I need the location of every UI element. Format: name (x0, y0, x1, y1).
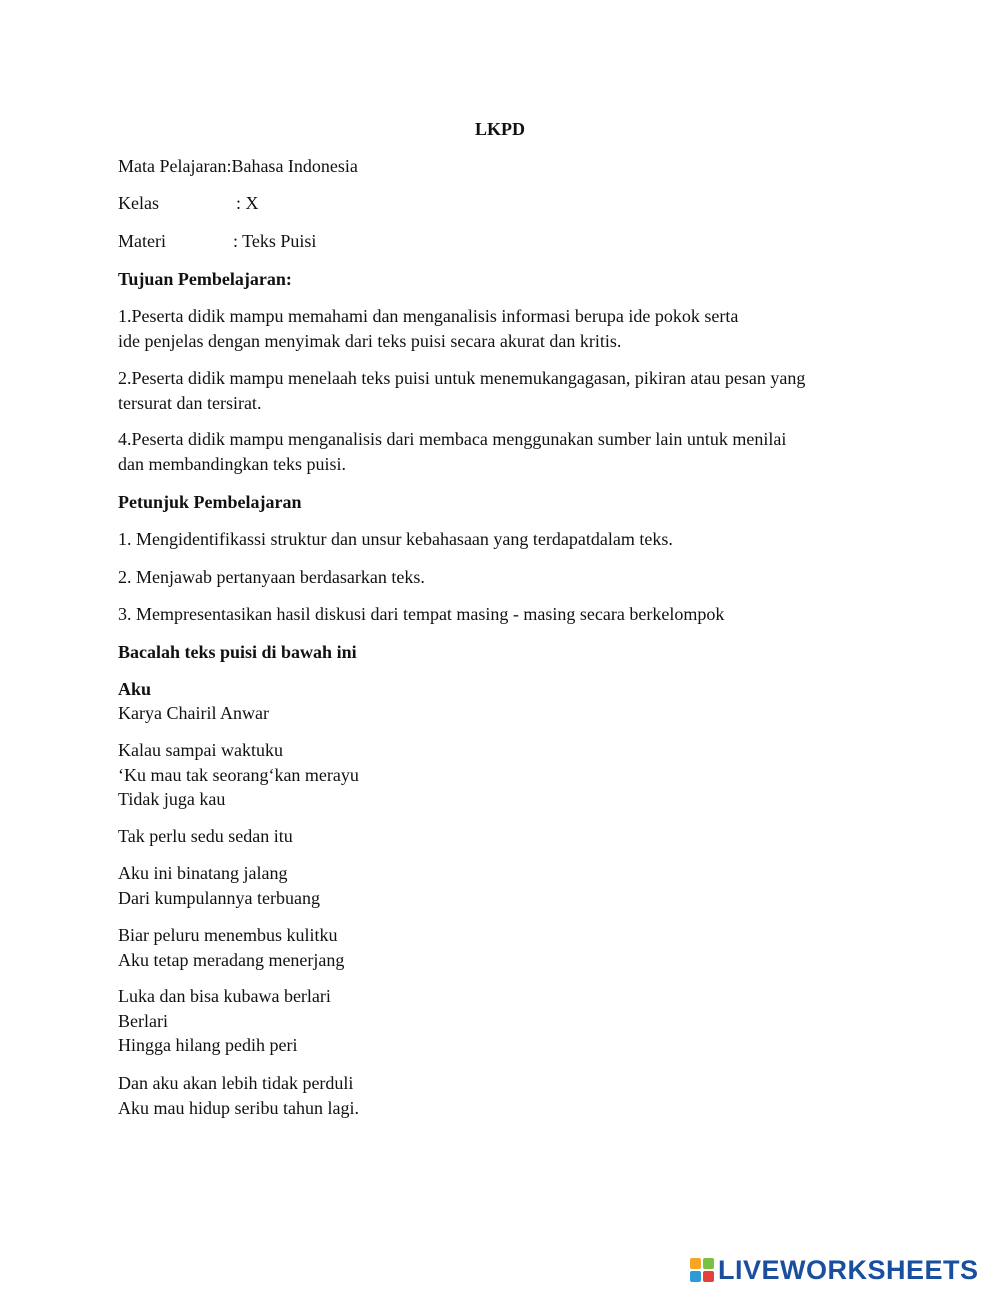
poem-line: Aku ini binatang jalang (118, 863, 288, 883)
instructions-heading: Petunjuk Pembelajaran (118, 492, 302, 512)
poem-line: Tidak juga kau (118, 789, 226, 809)
poem-line: Dan aku akan lebih tidak perduli (118, 1073, 354, 1093)
material-label: Materi (118, 231, 166, 251)
objective-line: 4.Peserta didik mampu menganalisis dari membaca menggunakan sumber lain untuk menilai (118, 429, 787, 449)
objective-line: 1.Peserta didik mampu memahami dan menganalisis informasi berupa ide pokok serta (118, 306, 739, 326)
material-value: : Teks Puisi (233, 231, 317, 251)
poem-line: ‘Ku mau tak seorang‘kan merayu (118, 764, 359, 785)
liveworksheets-logo (690, 1254, 979, 1286)
page-title: LKPD (474, 119, 525, 139)
poem-line: Tak perlu sedu sedan itu (118, 826, 293, 846)
objective-line: ide penjelas dengan menyimak dari teks puisi secara akurat dan kritis. (118, 330, 622, 351)
subject-line: Mata Pelajaran:Bahasa Indonesia (118, 156, 358, 176)
poem-stanza (118, 738, 878, 812)
instruction-item: 3. Mempresentasikan hasil diskusi dari tempat masing - masing secara berkelompok (118, 604, 725, 624)
objective-item (118, 304, 878, 353)
poem-line: Aku tetap meradang menerjang (118, 949, 345, 970)
objective-line: 2.Peserta didik mampu menelaah teks puisi untuk menemukangagasan, pikiran atau pesan yang (118, 368, 806, 388)
logo-blocks-icon (690, 1258, 714, 1282)
poem-title: Aku (118, 679, 152, 699)
objective-item (118, 427, 878, 476)
poem-line: Kalau sampai waktuku (118, 740, 283, 760)
poem-stanza (118, 984, 878, 1058)
instruction-item: 2. Menjawab pertanyaan berdasarkan teks. (118, 567, 425, 587)
poem-stanza (118, 861, 878, 910)
poem-stanza (118, 1071, 878, 1120)
poem-line: Hingga hilang pedih peri (118, 1035, 298, 1055)
poem-line: Luka dan bisa kubawa berlari (118, 986, 331, 1006)
poem-line: Aku mau hidup seribu tahun lagi. (118, 1097, 359, 1118)
poem-line: Dari kumpulannya terbuang (118, 887, 320, 908)
objective-line: dan membandingkan teks puisi. (118, 453, 346, 474)
objective-line: tersurat dan tersirat. (118, 392, 262, 413)
class-value: : X (236, 193, 259, 213)
poem-stanza (118, 824, 878, 849)
objective-item (118, 366, 878, 415)
poem-line: Berlari (118, 1010, 168, 1031)
class-line (118, 191, 259, 215)
objectives-heading: Tujuan Pembelajaran: (118, 269, 292, 289)
class-label: Kelas (118, 193, 159, 213)
material-line (118, 229, 316, 253)
poem-line: Biar peluru menembus kulitku (118, 925, 338, 945)
poem-author: Karya Chairil Anwar (118, 703, 269, 723)
logo-text: LIVEWORKSHEETS (718, 1254, 979, 1285)
poem-prompt: Bacalah teks puisi di bawah ini (118, 642, 357, 662)
poem-stanza (118, 923, 878, 972)
instruction-item: 1. Mengidentifikassi struktur dan unsur kebahasaan yang terdapatdalam teks. (118, 529, 673, 549)
